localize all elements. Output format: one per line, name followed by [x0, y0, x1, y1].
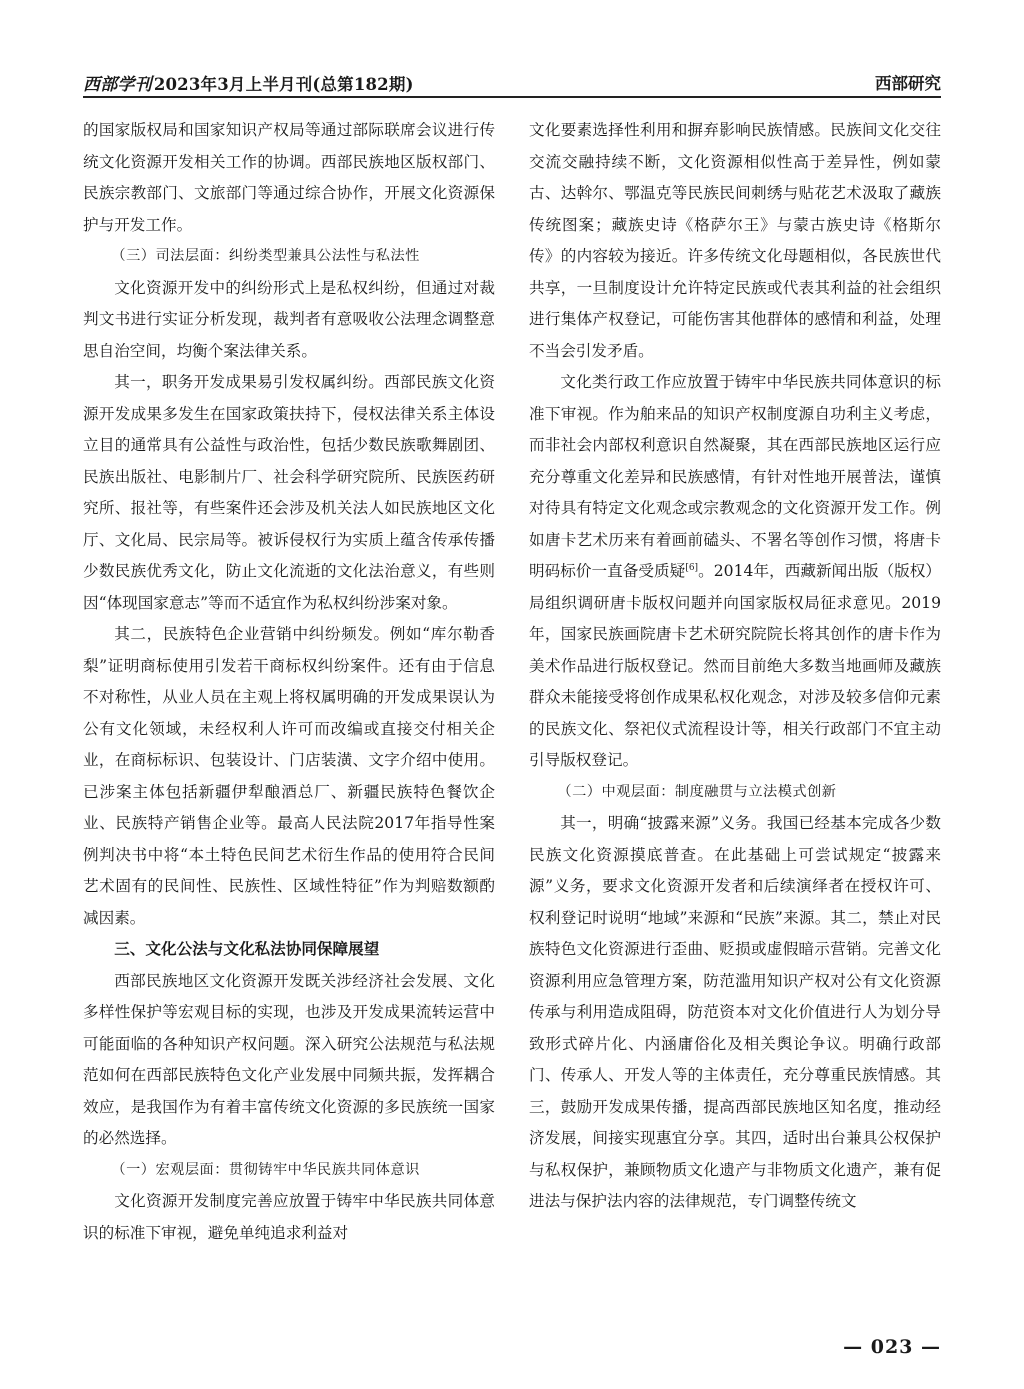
paragraph: 西部民族地区文化资源开发既关涉经济社会发展、文化多样性保护等宏观目标的实现，也涉及开发成果流转运营中可能面临的各种知识产权问题。深入研究公法规范与私法规范如何在西部民族特色文化产业发展中同频共振，发挥耦合效应，是我国作为有着丰富传统文化资源的多民族统一国家的必然选择。 — [83, 971, 495, 1147]
running-header — [83, 68, 941, 98]
paragraph: 的国家版权局和国家知识产权局等通过部际联席会议进行传统文化资源开发相关工作的协调。西部民族地区版权部门、民族宗教部门、文旅部门等通过综合协作，开展文化资源保护与开发工作。 — [83, 121, 495, 234]
paragraph: 文化要素选择性利用和摒弃影响民族情感。民族间文化交往交流交融持续不断，文化资源相似性高于差异性，例如蒙古、达斡尔、鄂温克等民族民间刺绣与贴花艺术汲取了藏族传统图案；藏族史诗《格萨尔王》与蒙古族史诗《格斯尔传》的内容较为接近。许多传统文化母题相似，各民族世代共享，一旦制度设计允许特定民族或代表其利益的社会组织进行集体产权登记，可能伤害其他群体的感情和利益，处理不当会引发矛盾。 — [529, 121, 941, 360]
subsection-heading: （二）中观层面：制度融贯与立法模式创新 — [557, 783, 837, 800]
issue-info: 2023年3月上半月刊(总第182期) — [153, 75, 414, 94]
citation-ref: [6] — [685, 562, 699, 573]
paragraph — [529, 367, 941, 777]
paragraph: 其二，民族特色企业营销中纠纷频发。例如“库尔勒香梨”证明商标使用引发若干商标权纠纷案件。还有由于信息不对称性，从业人员在主观上将权属明确的开发成果误认为公有文化领域，未经权利人许可而改编或直接交付相关企业，在商标标识、包装设计、门店装潢、文字介绍中使用。已涉案主体包括新疆伊犁酿酒总厂、新疆民族特色餐饮企业、民族特产销售企业等。最高人民法院2017年指导性案例判决书中将“本土特色民间艺术衍生作品的使用符合民间艺术固有的民间性、民族性、区域性特征”作为判赔数额酌减因素。 — [83, 625, 495, 927]
page-number: — 023 — — [843, 1336, 941, 1358]
paragraph-text: 文化类行政工作应放置于铸牢中华民族共同体意识的标准下审视。作为舶来品的知识产权制度源自功利主义考虑，而非社会内部权利意识自然凝聚，其在西部民族地区运行应充分尊重文化差异和民族感情，有针对性地开展普法，谨慎对待具有特定文化观念或宗教观念的文化资源开发工作。例如唐卡艺术历来有着画前磕头、不署名等创作习惯，将唐卡明码标价一直备受质疑 — [529, 373, 941, 580]
journal-logo: 西部学刊 — [83, 75, 152, 95]
paragraph: 文化资源开发中的纠纷形式上是私权纠纷，但通过对裁判文书进行实证分析发现，裁判者有意吸收公法理念调整意思自治空间，均衡个案法律关系。 — [83, 278, 495, 360]
paragraph: 其一，职务开发成果易引发权属纠纷。西部民族文化资源开发成果多发生在国家政策扶持下，侵权法律关系主体设立目的通常具有公益性与政治性，包括少数民族歌舞剧团、民族出版社、电影制片厂、社会科学研究院所、民族医药研究所、报社等，有些案件还会涉及机关法人如民族地区文化厅、文化局、民宗局等。被诉侵权行为实质上蕴含传承传播少数民族优秀文化，防止文化流逝的文化法治意义，有些则因“体现国家意志”等而不适宜作为私权纠纷涉案对象。 — [83, 373, 495, 612]
paragraph: 文化资源开发制度完善应放置于铸牢中华民族共同体意识的标准下审视，避免单纯追求利益对 — [83, 1192, 495, 1242]
paragraph-text: 。2014年，西藏新闻出版（版权）局组织调研唐卡版权问题并向国家版权局征求意见。2019年，国家民族画院唐卡艺术研究院院长将其创作的唐卡作为美术作品进行版权登记。然而目前绝大多数当地画师及藏族群众未能接受将创作成果私权化观念，对涉及较多信仰元素的民族文化、祭祀仪式流程设计等，相关行政部门不宜主动引导版权登记。 — [529, 562, 941, 769]
journal-issue-line — [83, 70, 414, 95]
subsection-heading: （三）司法层面：纠纷类型兼具公法性与私法性 — [111, 248, 420, 264]
section-heading: 三、文化公法与文化私法协同保障展望 — [114, 940, 380, 958]
paragraph: 其一，明确“披露来源”义务。我国已经基本完成各少数民族文化资源摸底普查。在此基础上可尝试规定“披露来源”义务，要求文化资源开发者和后续演绎者在授权许可、权利登记时说明“地域”来源和“民族”来源。其二，禁止对民族特色文化资源进行歪曲、贬损或虚假暗示营销。完善文化资源利用应急管理方案，防范滥用知识产权对公有文化资源传承与利用造成阻碍，防范资本对文化价值进行人为划分导致形式碎片化、内涵庸俗化及相关舆论争议。明确行政部门、传承人、开发人等的主体责任，充分尊重民族情感。其三，鼓励开发成果传播，提高西部民族地区知名度，推动经济发展，间接实现惠宜分享。其四，适时出台兼具公权保护与私权保护，兼顾物质文化遗产与非物质文化遗产，兼有促进法与保护法内容的法律规范，专门调整传统文 — [529, 814, 941, 1210]
left-column — [83, 115, 495, 1249]
section-name: 西部研究 — [875, 74, 941, 93]
header-rule — [83, 96, 941, 98]
right-column — [529, 115, 941, 1218]
subsection-heading: （一）宏观层面：贯彻铸牢中华民族共同体意识 — [111, 1161, 420, 1178]
